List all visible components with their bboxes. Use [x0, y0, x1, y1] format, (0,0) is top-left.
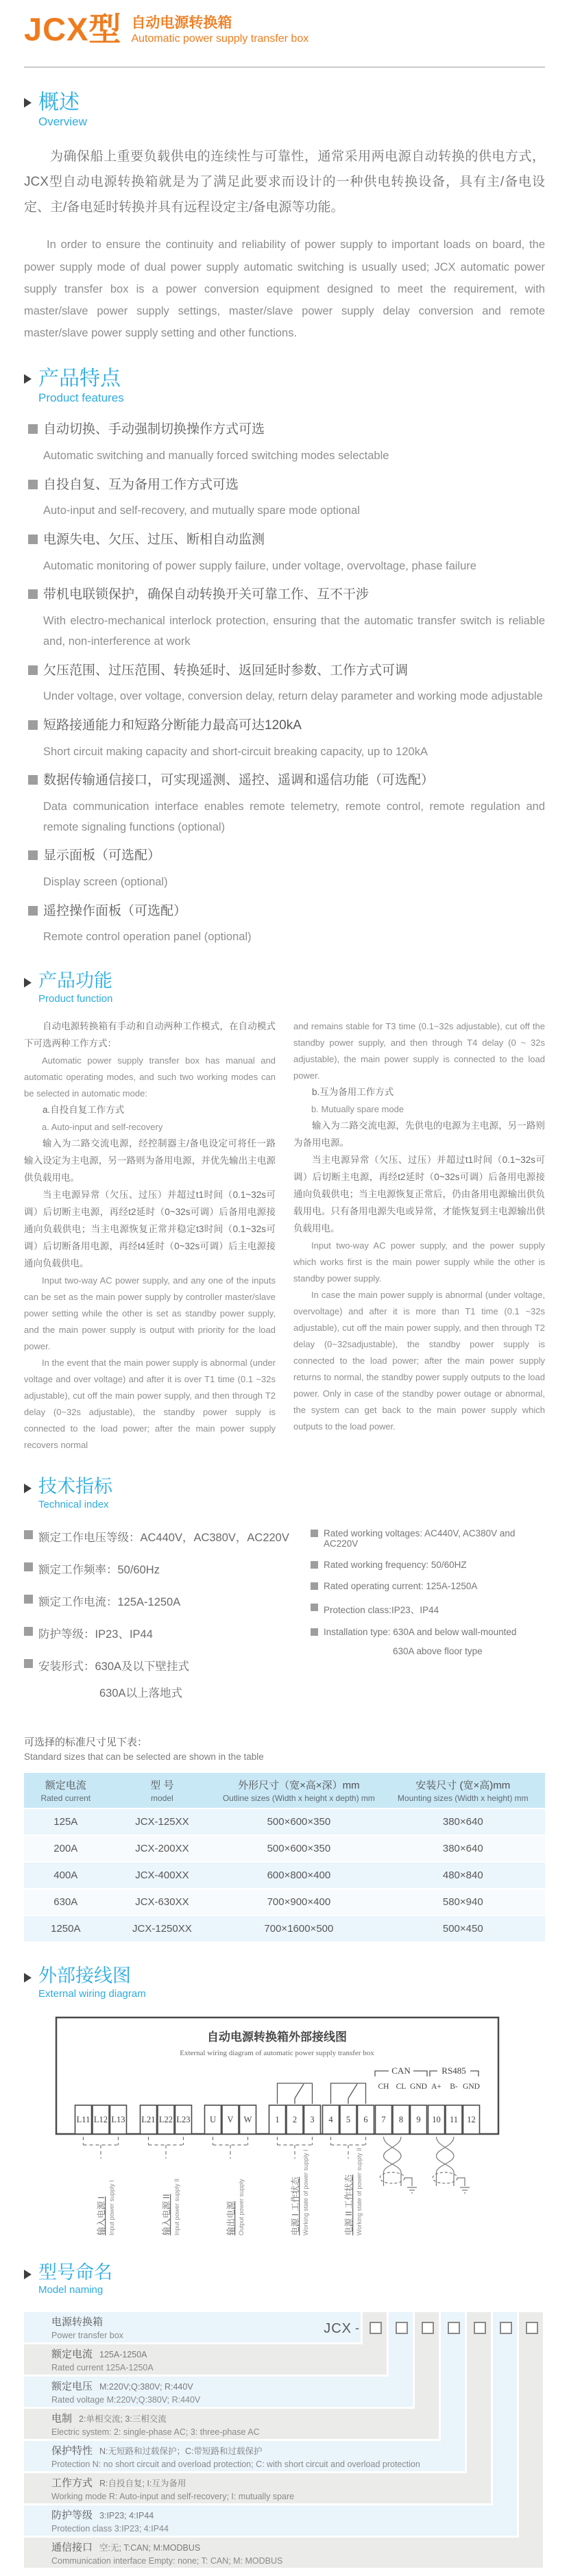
naming-row-electric-system: 电制 2:单相交流; 3:三相交流 Electric system: 2: single-phase AC; 3: three-phase AC — [24, 2409, 439, 2439]
feature-item — [28, 421, 545, 466]
svg-text:5: 5 — [346, 2114, 351, 2124]
table-header-row — [24, 1773, 545, 1808]
square-bullet-icon — [24, 1627, 33, 1636]
overview-title-en: Overview — [38, 115, 87, 129]
tech-item: Installation type: 630A and below wall-mounted — [311, 1627, 545, 1637]
function-columns — [24, 1018, 545, 1453]
col-header-mounting-sizes: 安装尺寸 (宽×高)mm Mounting sizes (Width x height) mm — [381, 1773, 545, 1808]
code-column-6 — [493, 2312, 517, 2505]
signal-en: Input power supply II — [173, 2178, 180, 2235]
overview-paragraph-en: In order to ensure the continuity and reliability of power supply to important loads on board, the power supply mode of dual power supply automatic switching is usually used; JCX automatic power supply transfer box is a power conversion equipment designed to meet the requirement, with master/slave power supply settings, master/slave power supply delay conversion and remote master/slave power supply setting and other functions. — [24, 238, 545, 340]
code-box-7 — [526, 2322, 538, 2334]
function-paragraph: 当主电源异常（欠压、过压）并超过t1时间（0.1~32s可调）后切断主电源，再经t2延时（0~32s可调）后备用电源接通向负载供电；当主电源恢复正常并稳定t3时间（0.1~32s可调）后切断备用电源，再经t4延时（0~32s可调）后主电源接通向负载供电。 — [24, 1189, 276, 1268]
overview-heading — [24, 91, 545, 129]
square-bullet-icon — [28, 480, 38, 489]
svg-text:10: 10 — [432, 2114, 441, 2124]
tech-item: 额定工作电流：125A-1250A — [24, 1593, 311, 1609]
section-features — [24, 367, 545, 948]
feature-en: Automatic switching and manually forced switching modes selectable — [43, 450, 389, 463]
square-bullet-icon — [28, 906, 38, 916]
feature-cn: 短路接通能力和短路分断能力最高可达120kA — [43, 717, 302, 733]
code-box-4 — [448, 2322, 460, 2334]
table-row: 125A JCX-125XX 500×600×350 380×640 — [24, 1809, 545, 1835]
svg-text:L11: L11 — [76, 2114, 90, 2124]
diagram-title-en: External wiring diagram of automatic power supply transfer box — [180, 2048, 374, 2057]
tech-list-en — [311, 1528, 545, 1714]
naming-row-protection: 保护特性 N:无短路和过载保护；C:带短路和过载保护 Protection N: no short circuit and overload protection; C: with short circuit and overload protection — [24, 2441, 465, 2471]
section-technical-index — [24, 1477, 545, 1943]
svg-text:8: 8 — [398, 2114, 404, 2124]
svg-text:9: 9 — [416, 2114, 421, 2124]
feature-item — [28, 772, 545, 837]
wiring-heading — [24, 1966, 545, 2000]
features-list — [28, 421, 545, 948]
col-header-rated-current: 额定电流 Rated current — [24, 1773, 108, 1808]
tech-title-en: Technical index — [38, 1498, 109, 1510]
rs485-label: RS485 — [441, 2065, 466, 2076]
section-arrow-icon — [24, 1973, 32, 1983]
feature-en: Display screen (optional) — [43, 876, 168, 889]
square-bullet-icon — [24, 1562, 33, 1571]
feature-item — [28, 477, 545, 522]
square-bullet-icon — [28, 850, 38, 860]
section-arrow-icon — [24, 1484, 32, 1493]
relay-contact-symbol — [331, 2083, 366, 2104]
function-paragraph: a.自投自复工作方式 — [43, 1104, 125, 1115]
standard-sizes-table — [24, 1771, 545, 1943]
diagram-title-cn: 自动电源转换箱外部接线图 — [207, 2030, 347, 2044]
function-paragraph: In case the main power supply is abnormal (under voltage, overvoltage) and after it is more than T1 time (0.1 ~32s adjustable), cut off the main power supply, and then through T2 delay (0~32sadjustable), the standby power supply is connected to the load power; after the main power supply returns to normal, the standby power supply outputs to the load power. Only in case of the standby power outage or abnormal, the system can get back to the main power supply which outputs to the load power. — [293, 1289, 545, 1432]
code-box-1 — [370, 2322, 382, 2334]
code-column-7 — [519, 2312, 543, 2538]
brand-model: JCX型 — [24, 11, 122, 47]
svg-text:11: 11 — [449, 2114, 459, 2124]
group-connectors — [84, 2137, 366, 2159]
pin-a-plus: A+ — [431, 2082, 441, 2091]
signal-cn: 输出电源 — [226, 2200, 236, 2235]
feature-cn: 遥控操作面板（可选配） — [43, 903, 187, 918]
square-bullet-icon — [28, 665, 38, 675]
table-row: 1250A JCX-1250XX 700×1600×500 500×450 — [24, 1916, 545, 1941]
features-title-en: Product features — [38, 391, 124, 405]
wiring-title-cn: 外部接线图 — [38, 1965, 131, 1986]
tech-list-cn — [24, 1528, 311, 1714]
section-function — [24, 971, 545, 1453]
svg-text:L23: L23 — [176, 2114, 191, 2124]
model-dash: - — [355, 2321, 359, 2335]
header-divider — [24, 66, 545, 68]
tech-item: 额定工作频率：50/60Hz — [24, 1560, 311, 1577]
function-paragraph: Automatic power supply transfer box has manual and automatic operating modes, and such two working modes can be selected in automatic mode: — [24, 1055, 276, 1099]
square-bullet-icon — [24, 1595, 33, 1604]
function-paragraph: In the event that the main power supply is abnormal (under voltage and over voltage) and after it is over T1 time (0.1 ~32s adjustable), cut off the main power supply, and then through T2 delay (0~32s adjustable), the standby power supply is connected to the load power; after the main power supply recovers normal — [24, 1357, 276, 1451]
pin-b-minus: B- — [450, 2082, 458, 2091]
signal-labels — [96, 2148, 363, 2235]
pin-cl: CL — [396, 2082, 407, 2091]
feature-cn: 自动切换、手动强制切换操作方式可选 — [43, 422, 265, 437]
feature-cn: 数据传输通信接口，可实现遥测、遥控、遥调和遥信功能（可选配） — [43, 773, 435, 788]
features-title-cn: 产品特点 — [38, 367, 121, 391]
section-overview — [24, 91, 545, 344]
code-box-5 — [474, 2322, 486, 2334]
wiring-title-en: External wiring diagram — [38, 1987, 146, 2000]
pin-ch: CH — [378, 2082, 389, 2091]
can-label: CAN — [391, 2065, 411, 2076]
model-prefix: JCX — [324, 2321, 352, 2337]
svg-text:1: 1 — [275, 2114, 280, 2124]
feature-cn: 欠压范围、过压范围、转换延时、返回延时参数、工作方式可调 — [43, 663, 409, 678]
feature-cn: 显示面板（可选配） — [43, 848, 161, 863]
tech-item: Rated working frequency: 50/60HZ — [311, 1560, 545, 1570]
relay-contact-symbol — [278, 2083, 313, 2104]
pin-gnd: GND — [463, 2082, 480, 2091]
feature-cn: 自投自复、互为备用工作方式可选 — [43, 477, 239, 492]
feature-en: Automatic monitoring of power supply failure, under voltage, overvoltage, phase failure — [43, 559, 476, 572]
overview-title-cn: 概述 — [38, 91, 80, 114]
tech-item: Protection class:IP23、IP44 — [311, 1602, 545, 1616]
col-header-outline-sizes: 外形尺寸（宽×高×深）mm Outline sizes (Width x height x depth) mm — [217, 1773, 380, 1808]
naming-row-rated-voltage: 额定电压 M:220V;Q:380V; R:440V Rated voltage M:220V;Q:380V; R:440V — [24, 2377, 413, 2407]
square-bullet-icon — [28, 589, 38, 599]
function-paragraph: 当主电源异常（欠压、过压）并超过t1时间（0.1~32s可调）后切断主电源，再经t2延时（0~32s可调）后备用电源接通向负载供电；当主电源恢复正常后，仍由备用电源输出供负载用电。只有备用电源失电或异常，才能恢复到主电源输出供负载用电。 — [293, 1154, 545, 1234]
table-row: 630A JCX-630XX 700×900×400 580×940 — [24, 1889, 545, 1915]
twisted-pair-can — [380, 2137, 417, 2193]
svg-text:2: 2 — [292, 2114, 298, 2124]
square-bullet-icon — [28, 720, 38, 730]
function-title-cn: 产品功能 — [38, 970, 112, 992]
feature-item — [28, 903, 545, 948]
section-model-naming — [24, 2263, 545, 2568]
function-paragraph: b. Mutually spare mode — [311, 1103, 404, 1114]
section-arrow-icon — [24, 374, 32, 384]
svg-text:L21: L21 — [141, 2114, 156, 2124]
function-paragraph: 自动电源转换箱有手动和自动两种工作模式，在自动模式下可选两种工作方式： — [24, 1020, 276, 1048]
feature-item — [28, 663, 545, 707]
svg-text:L13: L13 — [111, 2114, 125, 2124]
tech-item: 安装形式：630A及以下壁挂式 — [24, 1657, 311, 1673]
naming-row-power-transfer-box: 电源转换箱 Power transfer box — [24, 2312, 361, 2342]
square-bullet-icon — [28, 775, 38, 785]
square-bullet-icon — [311, 1604, 318, 1611]
feature-en: With electro-mechanical interlock protection, ensuring that the automatic transfer switch is reliable and, non-interference at work — [43, 615, 545, 648]
terminal-labels — [77, 2115, 476, 2124]
tech-item: Rated working voltages: AC440V, AC380V and AC220V — [311, 1528, 545, 1549]
square-bullet-icon — [28, 535, 38, 544]
svg-text:3: 3 — [310, 2114, 315, 2124]
naming-title-en: Model naming — [38, 2284, 104, 2296]
square-bullet-icon — [311, 1582, 318, 1590]
table-row: 200A JCX-200XX 500×600×350 380×640 — [24, 1836, 545, 1861]
signal-cn: 输入电源 II — [162, 2194, 171, 2235]
function-heading — [24, 971, 545, 1005]
tech-columns — [24, 1528, 545, 1714]
function-title-en: Product function — [38, 992, 113, 1005]
svg-text:W: W — [243, 2114, 252, 2124]
signal-cn: 电源 I 工作状态 — [291, 2176, 300, 2235]
feature-en: Under voltage, over voltage, conversion delay, return delay parameter and working mode adjustable — [43, 690, 543, 703]
product-title-en: Automatic power supply transfer box — [131, 33, 309, 45]
code-box-6 — [500, 2322, 512, 2334]
code-box-2 — [396, 2322, 408, 2334]
function-paragraph: and remains stable for T3 time (0.1~32s adjustable), cut off the standby power supply, and then through T4 delay (0 ~ 32s adjustable), the main power supply is connected to the load power. — [293, 1020, 545, 1081]
svg-text:L22: L22 — [158, 2114, 173, 2124]
naming-heading — [24, 2263, 545, 2296]
signal-cn: 输入电源 I — [97, 2196, 106, 2235]
square-bullet-icon — [311, 1561, 318, 1569]
feature-en: Short circuit making capacity and short-circuit breaking capacity, up to 120kA — [43, 745, 428, 758]
svg-text:V: V — [227, 2114, 234, 2124]
function-right-column — [293, 1018, 545, 1453]
svg-text:6: 6 — [363, 2114, 368, 2124]
svg-text:4: 4 — [328, 2114, 333, 2124]
function-paragraph: 输入为二路交流电源，先供电的电源为主电源，另一路则为备用电源。 — [293, 1120, 545, 1148]
tech-item-sub: 630A以上落地式 — [99, 1686, 183, 1700]
svg-text:12: 12 — [467, 2114, 476, 2124]
function-paragraph: Input two-way AC power supply, and any one of the inputs can be set as the main power supply by controller master/slave power setting while the other is set as standby power supply, and the main power supply is output with priority for the load power. — [24, 1275, 276, 1351]
function-paragraph: b.互为备用工作方式 — [312, 1086, 394, 1097]
model-naming-diagram — [24, 2312, 545, 2568]
overview-paragraph-cn: 为确保船上重要负载供电的连续性与可靠性，通常采用两电源自动转换的供电方式，JCX型自动电源转换箱就是为了满足此要求而设计的一种供电转换设备，具有主/备电设定、主/备电延时转换并具有远程设定主/备电源等功能。 — [24, 149, 545, 215]
function-paragraph: Input two-way AC power supply, and the power supply which works first is the main power supply while the other is standby power supply. — [293, 1240, 545, 1284]
signal-cn: 电源 II 工作状态 — [344, 2174, 354, 2235]
signal-en: Input power supply I — [108, 2179, 115, 2235]
product-title-cn: 自动电源转换箱 — [131, 15, 232, 31]
tech-heading — [24, 1477, 545, 1510]
features-heading — [24, 367, 545, 405]
naming-row-protection-class: 防护等级 3:IP23; 4:IP44 Protection class 3:IP23; 4:IP44 — [24, 2505, 517, 2536]
section-wiring-diagram — [24, 1966, 545, 2240]
twisted-pair-rs485 — [433, 2137, 470, 2193]
tech-item: Rated operating current: 125A-1250A — [311, 1581, 545, 1591]
signal-en: Working state of power supply I — [302, 2149, 309, 2235]
tech-item-sub: 630A above floor type — [393, 1645, 483, 1656]
svg-text:L12: L12 — [93, 2114, 108, 2124]
section-arrow-icon — [24, 2270, 32, 2279]
feature-en: Data communication interface enables remote telemetry, remote control, remote regulation and remote signaling functions (optional) — [43, 800, 545, 833]
signal-en: Output power supply — [238, 2178, 245, 2235]
wiring-diagram — [24, 2012, 545, 2240]
square-bullet-icon — [24, 1530, 33, 1539]
feature-en: Auto-input and self-recovery, and mutually spare mode optional — [43, 504, 360, 517]
code-box-3 — [422, 2322, 434, 2334]
feature-en: Remote control operation panel (optional) — [43, 931, 252, 944]
feature-cn: 带机电联锁保护，确保自动转换开关可靠工作、互不干涉 — [43, 587, 370, 602]
feature-cn: 电源失电、欠压、过压、断相自动监测 — [43, 532, 265, 548]
section-arrow-icon — [24, 98, 32, 108]
section-arrow-icon — [24, 978, 32, 988]
feature-item — [28, 717, 545, 762]
naming-title-cn: 型号命名 — [38, 2261, 112, 2283]
table-row: 400A JCX-400XX 600×800×400 480×840 — [24, 1863, 545, 1888]
brand-subtitle — [131, 12, 308, 46]
feature-item — [28, 587, 545, 652]
tech-title-cn: 技术指标 — [38, 1476, 112, 1497]
svg-text:U: U — [209, 2114, 217, 2124]
function-paragraph: 输入为二路交流电源，经控制器主/备电设定可将任一路输入设定为主电源，另一路则为备用电源，并优先输出主电源供负载用电。 — [24, 1138, 276, 1183]
pin-gnd: GND — [410, 2082, 427, 2091]
naming-row-rated-current: 额定电流 125A-1250A Rated current 125A-1250A — [24, 2344, 387, 2375]
signal-en: Working state of power supply II — [356, 2147, 363, 2235]
square-bullet-icon — [24, 1659, 33, 1668]
square-bullet-icon — [311, 1530, 318, 1537]
naming-row-communication-interface: 通信接口 空:无; T:CAN; M:MODBUS Communication interface Empty: none; T: CAN; M: MODBUS — [24, 2538, 543, 2568]
square-bullet-icon — [311, 1628, 318, 1636]
code-column-5 — [467, 2312, 491, 2473]
square-bullet-icon — [28, 424, 38, 434]
tech-item: 额定工作电压等级：AC440V，AC380V，AC220V — [24, 1528, 311, 1545]
feature-item — [28, 532, 545, 576]
feature-item — [28, 848, 545, 892]
function-left-column — [24, 1018, 276, 1453]
naming-row-working-mode: 工作方式 R:自投自复; I:互为备用 Working mode R: Auto-input and self-recovery; I: mutually spare — [24, 2473, 491, 2503]
function-paragraph: a. Auto-input and self-recovery — [42, 1121, 163, 1132]
svg-text:7: 7 — [381, 2114, 386, 2124]
sizes-note-cn: 可选择的标准尺寸见下表： — [24, 1736, 148, 1748]
col-header-model: 型 号 model — [108, 1773, 217, 1808]
tech-item: 防护等级：IP23、IP44 — [24, 1625, 311, 1641]
sizes-note-en: Standard sizes that can be selected are shown in the table — [24, 1751, 264, 1762]
header — [24, 10, 545, 46]
